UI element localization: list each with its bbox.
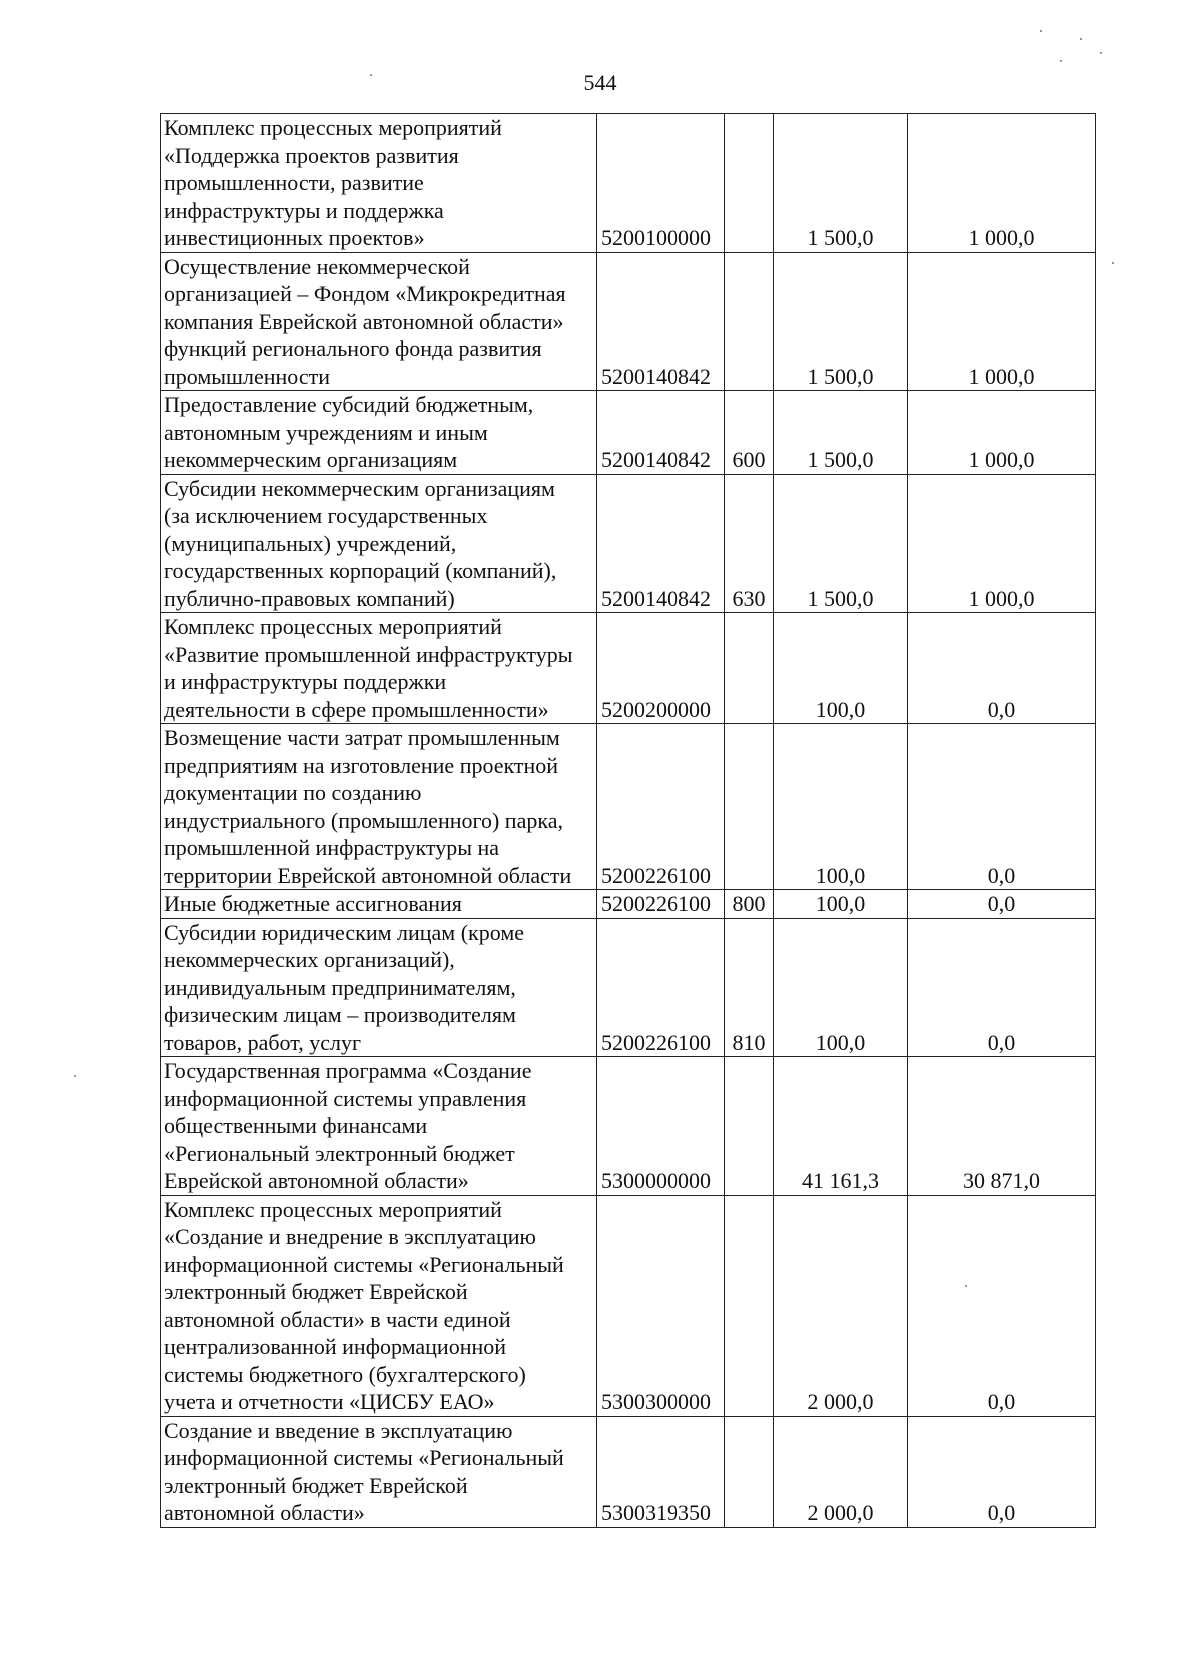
row-name-line: электронный бюджет Еврейской	[164, 1472, 468, 1498]
budget-table-body	[161, 114, 1096, 1528]
row-name-line: информационной системы управления	[164, 1085, 527, 1111]
row-name-cell	[161, 613, 597, 724]
row-value-2025-cell: 0,0	[908, 918, 1096, 1057]
row-name-line: организацией – Фондом «Микрокредитная	[164, 281, 566, 306]
row-name-line: системы бюджетного (бухгалтерского)	[164, 1361, 526, 1387]
row-code-cell: 5300300000	[597, 1195, 725, 1416]
row-value-2025-cell: 0,0	[908, 724, 1096, 890]
row-name-cell	[161, 1195, 597, 1416]
row-code-cell: 5200140842	[597, 252, 725, 391]
row-value-2024-cell: 1 500,0	[774, 114, 908, 253]
row-name-line: «Создание и внедрение в эксплуатацию	[164, 1224, 536, 1249]
row-name-line: Комплекс процессных мероприятий	[164, 1196, 502, 1222]
row-vr-cell	[725, 1057, 774, 1196]
row-vr-cell: 630	[725, 474, 774, 613]
row-value-2025-cell: 1 000,0	[908, 114, 1096, 253]
row-name-line: государственных корпораций (компаний),	[164, 558, 557, 583]
scan-speck	[1112, 262, 1114, 264]
row-name-line: документации по созданию	[164, 780, 422, 805]
row-name-cell	[161, 724, 597, 890]
row-code-cell: 5200140842	[597, 474, 725, 613]
table-row	[161, 1195, 1096, 1416]
row-value-2024-cell: 41 161,3	[774, 1057, 908, 1196]
table-row	[161, 474, 1096, 613]
row-name-line: территории Еврейской автономной области	[164, 862, 572, 888]
row-value-2024-cell: 100,0	[774, 890, 908, 919]
row-value-2025-cell: 1 000,0	[908, 391, 1096, 475]
row-name-line: публично-правовых компаний)	[164, 585, 455, 611]
row-name-line: компания Еврейской автономной области»	[164, 308, 564, 334]
page-number: 544	[583, 70, 617, 95]
row-name-line: инвестиционных проектов»	[164, 225, 425, 250]
row-name-line: централизованной информационной	[164, 1334, 507, 1359]
scan-speck	[1100, 52, 1102, 54]
row-value-2024-cell: 1 500,0	[774, 474, 908, 613]
row-vr-cell: 600	[725, 391, 774, 475]
row-name-cell	[161, 1057, 597, 1196]
budget-table	[160, 113, 1096, 1528]
row-name-line: (за исключением государственных	[164, 503, 488, 528]
row-name-line: некоммерческим организациям	[164, 447, 458, 472]
row-value-2024-cell: 2 000,0	[774, 1195, 908, 1416]
table-row	[161, 890, 1096, 919]
row-vr-cell: 800	[725, 890, 774, 919]
row-name-line: информационной системы «Региональный	[164, 1251, 564, 1277]
row-name-line: индустриального (промышленного) парка,	[164, 807, 563, 833]
row-name-cell	[161, 114, 597, 253]
table-row	[161, 724, 1096, 890]
row-vr-cell	[725, 1416, 774, 1527]
scan-speck	[370, 74, 372, 76]
row-name-line: (муниципальных) учреждений,	[164, 530, 457, 556]
row-name-line: промышленности, развитие	[164, 170, 424, 195]
row-value-2025-cell: 30 871,0	[908, 1057, 1096, 1196]
row-code-cell: 5300319350	[597, 1416, 725, 1527]
row-name-cell	[161, 890, 597, 919]
row-name-line: деятельности в сфере промышленности»	[164, 696, 549, 722]
row-name-line: промышленности	[164, 363, 330, 389]
row-name-cell	[161, 391, 597, 475]
row-value-2025-cell: 0,0	[908, 1416, 1096, 1527]
row-name-line: промышленной инфраструктуры на	[164, 835, 500, 860]
scan-speck	[1080, 38, 1082, 40]
row-value-2024-cell: 100,0	[774, 724, 908, 890]
row-code-cell: 5200200000	[597, 613, 725, 724]
row-code-cell: 5300000000	[597, 1057, 725, 1196]
row-value-2025-cell: 0,0	[908, 890, 1096, 919]
row-name-line: автономным учреждениям и иным	[164, 419, 488, 445]
row-name-line: физическим лицам – производителям	[164, 1002, 516, 1027]
row-name-line: Еврейской автономной области»	[164, 1168, 469, 1193]
row-name-line: Создание и введение в эксплуатацию	[164, 1417, 513, 1443]
row-name-line: электронный бюджет Еврейской	[164, 1279, 468, 1304]
row-name-cell	[161, 252, 597, 391]
row-name-line: Возмещение части затрат промышленным	[164, 725, 560, 750]
row-value-2024-cell: 2 000,0	[774, 1416, 908, 1527]
row-vr-cell	[725, 1195, 774, 1416]
row-name-line: индивидуальным предпринимателям,	[164, 974, 516, 1000]
row-name-line: функций регионального фонда развития	[164, 336, 542, 361]
row-name-cell	[161, 918, 597, 1057]
row-name-line: предприятиям на изготовление проектной	[164, 752, 559, 778]
row-name-line: учета и отчетности «ЦИСБУ ЕАО»	[164, 1389, 495, 1414]
row-vr-cell	[725, 114, 774, 253]
scan-speck	[1060, 60, 1062, 62]
row-value-2024-cell: 100,0	[774, 918, 908, 1057]
row-code-cell: 5200226100	[597, 918, 725, 1057]
row-name-line: Комплекс процессных мероприятий	[164, 115, 502, 140]
table-row	[161, 252, 1096, 391]
scan-speck	[74, 1075, 76, 1077]
table-row	[161, 391, 1096, 475]
row-value-2024-cell: 1 500,0	[774, 252, 908, 391]
row-name-line: Комплекс процессных мероприятий	[164, 614, 502, 639]
row-name-line: инфраструктуры и поддержка	[164, 197, 444, 223]
row-value-2025-cell: 0,0	[908, 613, 1096, 724]
row-name-cell	[161, 1416, 597, 1527]
row-name-line: некоммерческих организаций),	[164, 947, 455, 972]
row-name-line: Субсидии некоммерческим организациям	[164, 475, 555, 501]
row-name-cell	[161, 474, 597, 613]
row-vr-cell	[725, 613, 774, 724]
row-name-line: информационной системы «Региональный	[164, 1445, 564, 1470]
table-row	[161, 114, 1096, 253]
row-name-line: Осуществление некоммерческой	[164, 253, 470, 279]
row-name-line: Предоставление субсидий бюджетным,	[164, 392, 534, 417]
row-name-line: и инфраструктуры поддержки	[164, 669, 447, 694]
table-row	[161, 613, 1096, 724]
row-code-cell: 5200226100	[597, 890, 725, 919]
scan-speck	[1040, 30, 1042, 32]
row-value-2025-cell: 1 000,0	[908, 474, 1096, 613]
row-value-2024-cell: 1 500,0	[774, 391, 908, 475]
table-row	[161, 918, 1096, 1057]
table-row	[161, 1057, 1096, 1196]
row-vr-cell	[725, 724, 774, 890]
row-vr-cell	[725, 252, 774, 391]
row-value-2024-cell: 100,0	[774, 613, 908, 724]
row-code-cell: 5200140842	[597, 391, 725, 475]
row-name-line: автономной области»	[164, 1500, 365, 1525]
table-row	[161, 1416, 1096, 1527]
row-name-line: Государственная программа «Создание	[164, 1058, 532, 1083]
row-code-cell: 5200226100	[597, 724, 725, 890]
row-name-line: общественными финансами	[164, 1113, 428, 1138]
row-name-line: товаров, работ, услуг	[164, 1029, 361, 1055]
row-value-2025-cell: 1 000,0	[908, 252, 1096, 391]
row-vr-cell: 810	[725, 918, 774, 1057]
row-name-line: «Региональный электронный бюджет	[164, 1140, 515, 1166]
row-value-2025-cell: 0,0	[908, 1195, 1096, 1416]
row-name-line: Иные бюджетные ассигнования	[164, 891, 462, 916]
row-code-cell: 5200100000	[597, 114, 725, 253]
scan-speck	[965, 1285, 967, 1287]
row-name-line: «Поддержка проектов развития	[164, 142, 459, 168]
row-name-line: «Развитие промышленной инфраструктуры	[164, 641, 573, 667]
row-name-line: Субсидии юридическим лицам (кроме	[164, 919, 525, 945]
row-name-line: автономной области» в части единой	[164, 1306, 511, 1332]
